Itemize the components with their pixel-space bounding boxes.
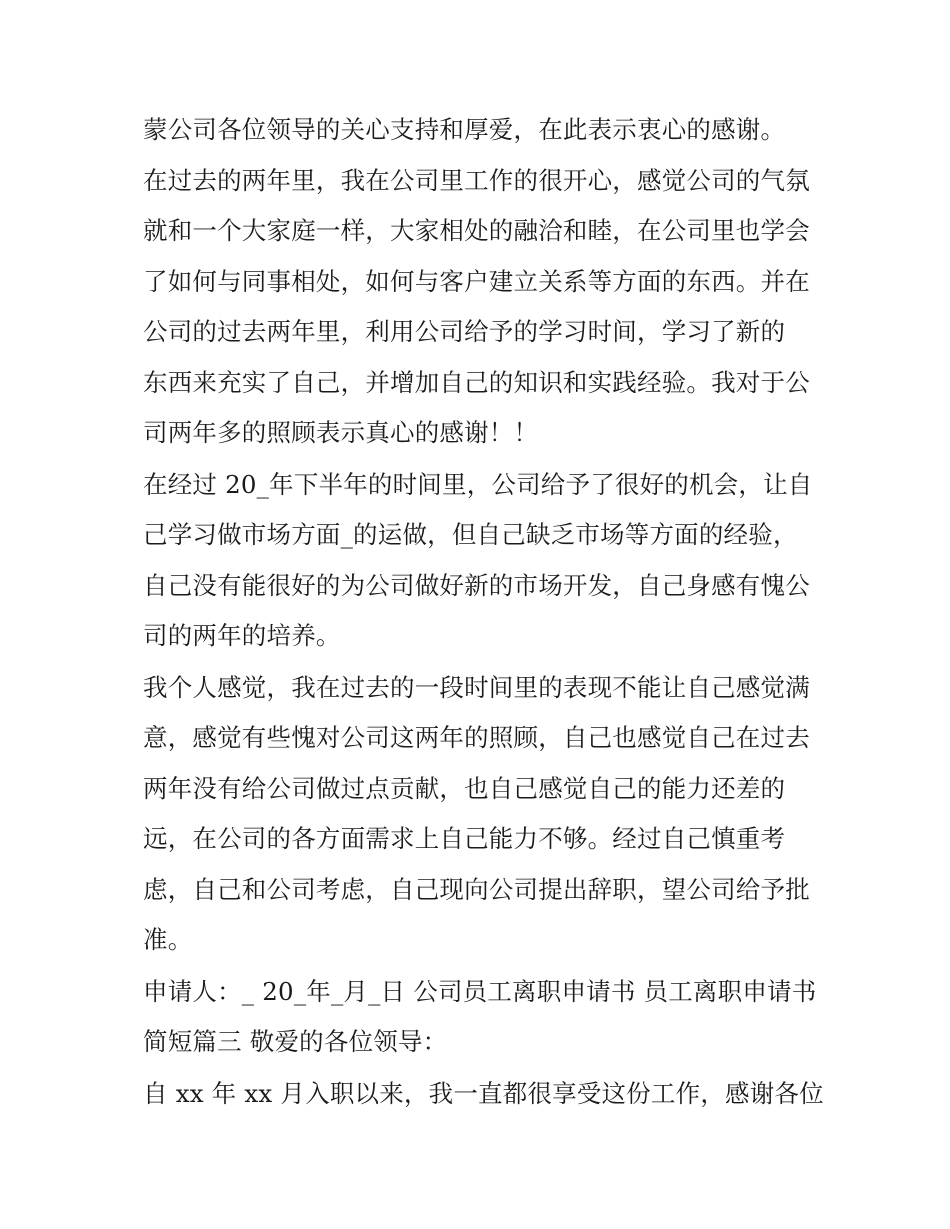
text-line-7: 司两年多的照顾表示真心的感谢！！ bbox=[143, 418, 539, 447]
text-line-15: 远，在公司的各方面需求上自己能力不够。经过自己慎重考 bbox=[143, 824, 786, 853]
text-line-19: 简短篇三 敬爱的各位领导： bbox=[143, 1027, 448, 1056]
text-line-3: 就和一个大家庭一样，大家相处的融洽和睦，在公司里也学会 bbox=[143, 216, 810, 245]
text-line-11: 司的两年的培养。 bbox=[143, 621, 341, 650]
text-line-20: 自 xx 年 xx 月入职以来，我一直都很享受这份工作，感谢各位 bbox=[143, 1079, 824, 1108]
text-line-14: 两年没有给公司做过点贡献，也自己感觉自己的能力还差的 bbox=[143, 774, 786, 803]
text-line-9: 己学习做市场方面_的运做，但自己缺乏市场等方面的经验， bbox=[143, 520, 798, 549]
text-line-4: 了如何与同事相处，如何与客户建立关系等方面的东西。并在 bbox=[143, 267, 810, 296]
text-line-6: 东西来充实了自己，并增加自己的知识和实践经验。我对于公 bbox=[143, 368, 810, 397]
text-line-17: 准。 bbox=[143, 925, 193, 954]
text-line-16: 虑，自己和公司考虑，自己现向公司提出辞职，望公司给予批 bbox=[143, 875, 810, 904]
text-line-13: 意，感觉有些愧对公司这两年的照顾，自己也感觉自己在过去 bbox=[143, 723, 810, 752]
text-line-18: 申请人：_ 20_年_月_日 公司员工离职申请书 员工离职申请书 bbox=[143, 977, 817, 1006]
text-line-2: 在过去的两年里，我在公司里工作的很开心，感觉公司的气氛 bbox=[143, 166, 810, 195]
text-line-5: 公司的过去两年里，利用公司给予的学习时间，学习了新的 bbox=[143, 317, 786, 346]
text-line-12: 我个人感觉，我在过去的一段时间里的表现不能让自己感觉满 bbox=[143, 673, 810, 702]
text-line-1: 蒙公司各位领导的关心支持和厚爱，在此表示衷心的感谢。 bbox=[143, 115, 786, 144]
text-line-10: 自己没有能很好的为公司做好新的市场开发，自己身感有愧公 bbox=[143, 571, 810, 600]
text-line-8: 在经过 20_年下半年的时间里，公司给予了很好的机会，让自 bbox=[143, 470, 813, 499]
